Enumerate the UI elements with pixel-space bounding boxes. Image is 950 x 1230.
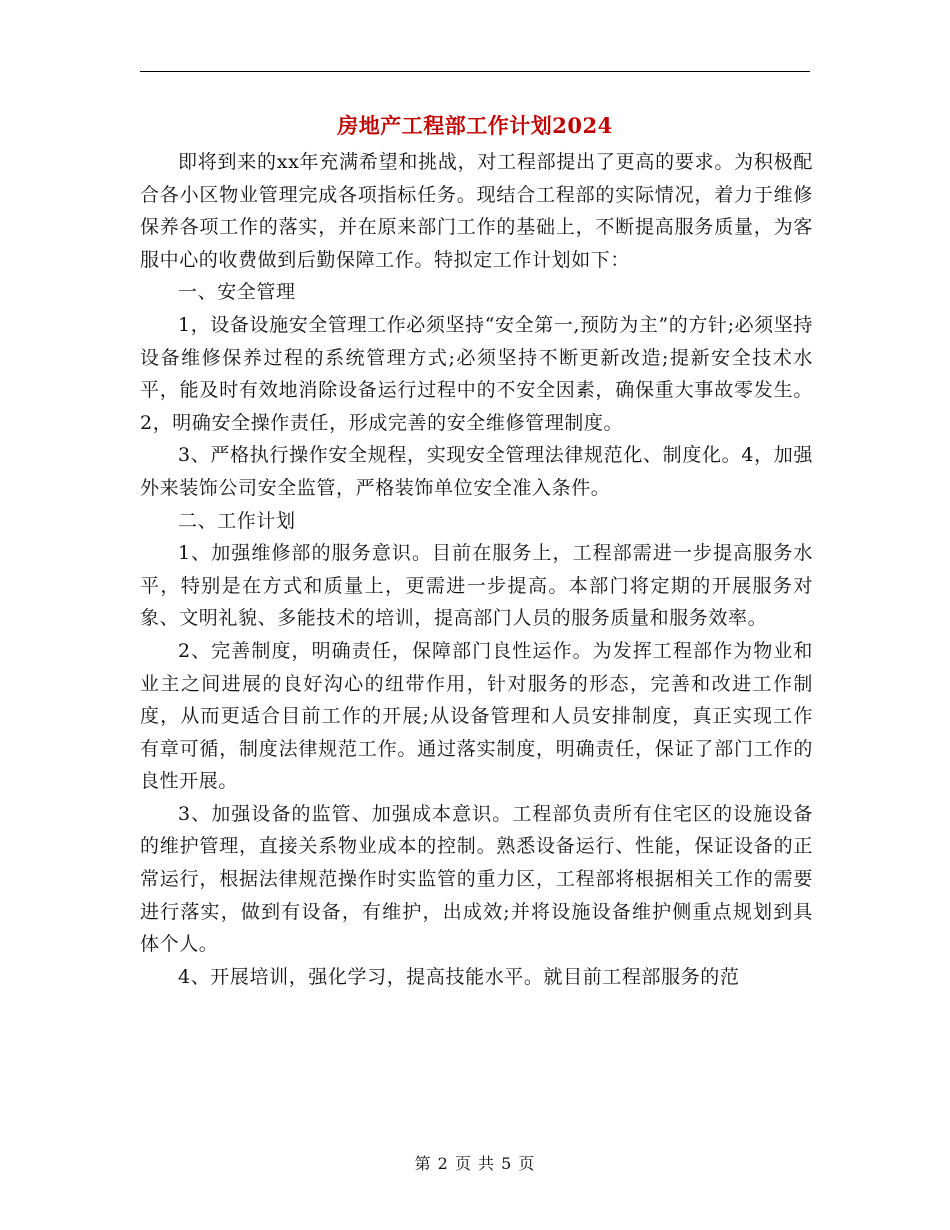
header-rule xyxy=(140,71,810,72)
paragraph-safety-2: 3、严格执行操作安全规程，实现安全管理法律规范化、制度化。4，加强外来装饰公司安全监管，严格装饰单位安全准入条件。 xyxy=(140,444,813,499)
paragraph-safety-1: 1，设备设施安全管理工作必须坚持“安全第一,预防为主”的方针;必须坚持设备维修保养过程的系统管理方式;必须坚持不断更新改造;提新安全技术水平，能及时有效地消除设备运行过程中的不安全因素，确保重大事故零发生。2，明确安全操作责任，形成完善的安全维修管理制度。 xyxy=(140,313,813,434)
section-heading-plan: 二、工作计划 xyxy=(178,509,296,532)
paragraph-plan-1: 1、加强维修部的服务意识。目前在服务上，工程部需进一步提高服务水平，特别是在方式和质量上，更需进一步提高。本部门将定期的开展服务对象、文明礼貌、多能技术的培训，提高部门人员的服务质量和服务效率。 xyxy=(140,542,813,630)
section-heading-safety: 一、安全管理 xyxy=(178,281,296,304)
paragraph-intro: 即将到来的xx年充满希望和挑战，对工程部提出了更高的要求。为积极配合各小区物业管理完成各项指标任务。现结合工程部的实际情况，着力于维修保养各项工作的落实，并在原来部门工作的基础上，不断提高服务质量，为客服中心的收费做到后勤保障工作。特拟定工作计划如下： xyxy=(140,151,813,271)
paragraph-plan-3: 3、加强设备的监管、加强成本意识。工程部负责所有住宅区的设施设备的维护管理，直接关系物业成本的控制。熟悉设备运行、性能，保证设备的正常运行，根据法律规范操作时实监管的重力区，工程部将根据相关工作的需要进行落实，做到有设备，有维护，出成效;并将设施设备维护侧重点规划到具体个人。 xyxy=(140,802,813,956)
page-number-footer: 第 2 页 共 5 页 xyxy=(414,1154,536,1173)
paragraph-plan-2: 2、完善制度，明确责任，保障部门良性运作。为发挥工程部作为物业和业主之间进展的良好沟心的纽带作用，针对服务的形态，完善和改进工作制度，从而更适合目前工作的开展;从设备管理和人员安排制度，真正实现工作有章可循，制度法律规范工作。通过落实制度，明确责任，保证了部门工作的良性开展。 xyxy=(140,639,813,793)
paragraph-plan-4: 4、开展培训，强化学习，提高技能水平。就目前工程部服务的范 xyxy=(178,965,740,988)
document-title: 房地产工程部工作计划2024 xyxy=(337,113,613,138)
document-body xyxy=(140,146,813,993)
